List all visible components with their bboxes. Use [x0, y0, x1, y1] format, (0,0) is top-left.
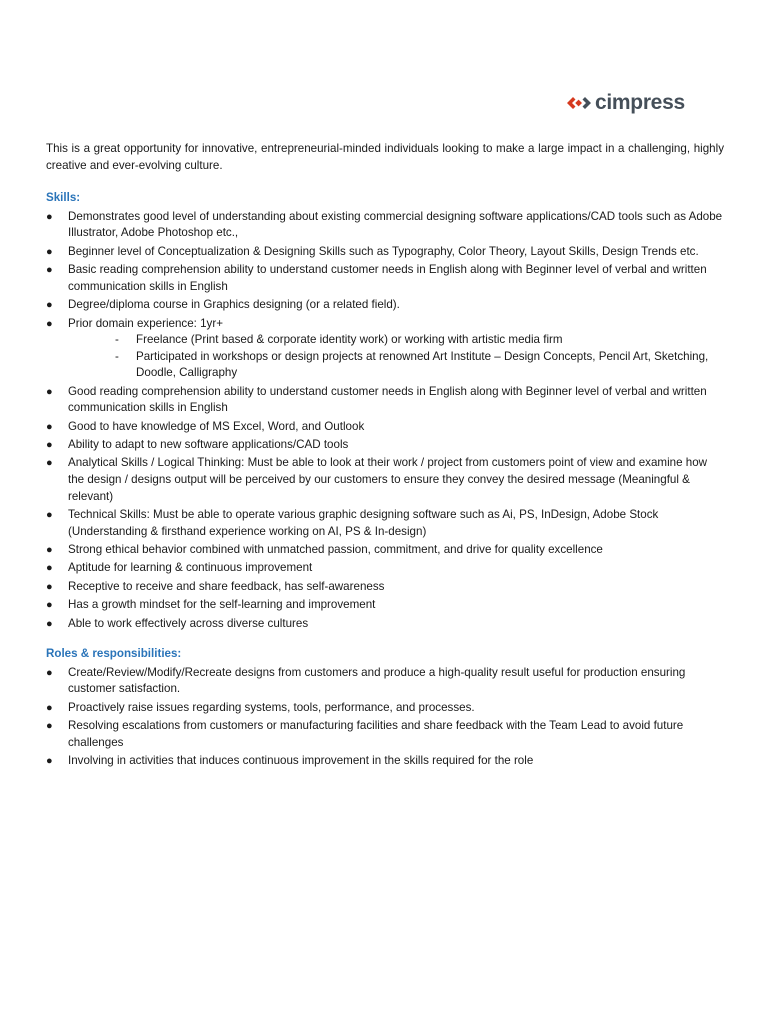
roles-list	[46, 665, 724, 770]
bullet-icon: ●	[46, 317, 53, 330]
intro-paragraph: This is a great opportunity for innovative, entrepreneurial-minded individuals looking to make a large impact in a challenging, highly creative and ever-evolving culture.	[46, 142, 724, 172]
bullet-icon: ●	[46, 666, 53, 679]
roles-item	[46, 700, 724, 717]
roles-item-text: Resolving escalations from customers or manufacturing facilities and share feedback with the Team Lead to avoid future challenges	[68, 719, 684, 749]
skills-item-text: Ability to adapt to new software applications/CAD tools	[68, 438, 349, 452]
skills-sub-list	[68, 332, 724, 382]
skills-item-text: Strong ethical behavior combined with unmatched passion, commitment, and drive for quality excellence	[68, 543, 603, 557]
bullet-icon: ●	[46, 755, 53, 768]
bullet-icon: ●	[46, 617, 53, 630]
skills-item	[46, 316, 724, 382]
bullet-icon: ●	[46, 544, 53, 557]
skills-item	[46, 297, 724, 314]
bullet-icon: ●	[46, 264, 53, 277]
skills-item	[46, 542, 724, 559]
skills-item	[46, 437, 724, 454]
skills-item-text: Aptitude for learning & continuous improvement	[68, 561, 313, 575]
skills-item	[46, 262, 724, 295]
skills-item-text: Has a growth mindset for the self-learning and improvement	[68, 598, 376, 612]
cimpress-logo-icon	[566, 94, 592, 112]
skills-item	[46, 560, 724, 577]
bullet-icon: ●	[46, 385, 53, 398]
skills-item-text: Technical Skills: Must be able to operate various graphic designing software such as Ai, PS, InDesign, Adobe Stock (Understanding & firsthand experience working on AI, PS & In-design)	[68, 508, 659, 538]
roles-item	[46, 753, 724, 770]
skills-item-text: Analytical Skills / Logical Thinking: Must be able to look at their work / project from customers point of view and examine how the design / designs output will be perceived by our customers to ensure they convey the desired message (Meaningful & relevant)	[68, 456, 708, 503]
bullet-icon: ●	[46, 245, 53, 258]
skills-item	[46, 384, 724, 417]
skills-item-text: Receptive to receive and share feedback, has self-awareness	[68, 579, 385, 593]
bullet-icon: ●	[46, 701, 53, 714]
roles-item-text: Create/Review/Modify/Recreate designs from customers and produce a high-quality result useful for production ensuring customer satisfaction.	[68, 665, 686, 696]
skills-item-text: Able to work effectively across diverse cultures	[68, 616, 309, 630]
skills-heading: Skills:	[46, 191, 81, 205]
bullet-icon: ●	[46, 420, 53, 433]
bullet-icon: ●	[46, 457, 53, 470]
bullet-icon: ●	[46, 580, 53, 593]
bullet-icon: ●	[46, 439, 53, 452]
skills-item	[46, 579, 724, 596]
roles-item	[46, 718, 724, 751]
skills-item	[46, 616, 724, 633]
document-body	[46, 141, 724, 772]
bullet-icon: ●	[46, 210, 53, 223]
skills-item-text: Good reading comprehension ability to understand customer needs in English along with Beginner level of verbal and written communication skills in English	[68, 384, 707, 415]
cimpress-logo	[566, 92, 685, 113]
skills-item-text: Beginner level of Conceptualization & Designing Skills such as Typography, Color Theory, Layout Skills, Design Trends etc.	[68, 244, 699, 258]
skills-sub-item-text: Freelance (Print based & corporate identity work) or working with artistic media firm	[136, 333, 563, 347]
skills-sub-item-text: Participated in workshops or design projects at renowned Art Institute – Design Concepts, Pencil Art, Sketching, Doodle, Calligraphy	[136, 349, 709, 380]
skills-item	[46, 209, 724, 242]
skills-item	[46, 244, 724, 261]
skills-sub-item	[68, 332, 724, 349]
bullet-icon: ●	[46, 720, 53, 733]
skills-list	[46, 209, 724, 632]
skills-item-text: Demonstrates good level of understanding about existing commercial designing software applications/CAD tools such as Adobe Illustrator, Adobe Photoshop etc.,	[68, 209, 723, 240]
roles-item-text: Proactively raise issues regarding systems, tools, performance, and processes.	[68, 700, 475, 714]
skills-item	[46, 507, 724, 540]
skills-item-text: Prior domain experience: 1yr+	[68, 316, 223, 330]
bullet-icon: ●	[46, 562, 53, 575]
roles-item-text: Involving in activities that induces continuous improvement in the skills required for the role	[68, 754, 534, 768]
skills-item-text: Good to have knowledge of MS Excel, Word, and Outlook	[68, 419, 365, 433]
bullet-icon: ●	[46, 299, 53, 312]
dash-icon: -	[115, 349, 119, 363]
skills-item-text: Basic reading comprehension ability to understand customer needs in English along with Beginner level of verbal and written communication skills in English	[68, 263, 707, 293]
bullet-icon: ●	[46, 509, 53, 522]
skills-sub-item	[68, 349, 724, 382]
roles-item	[46, 665, 724, 698]
logo-wordmark: cimpress	[595, 91, 685, 114]
bullet-icon: ●	[46, 599, 53, 612]
skills-item	[46, 419, 724, 436]
skills-item	[46, 455, 724, 505]
skills-item-text: Degree/diploma course in Graphics designing (or a related field).	[68, 298, 400, 312]
dash-icon: -	[115, 333, 119, 347]
skills-item	[46, 597, 724, 614]
roles-heading: Roles & responsibilities:	[46, 647, 182, 661]
